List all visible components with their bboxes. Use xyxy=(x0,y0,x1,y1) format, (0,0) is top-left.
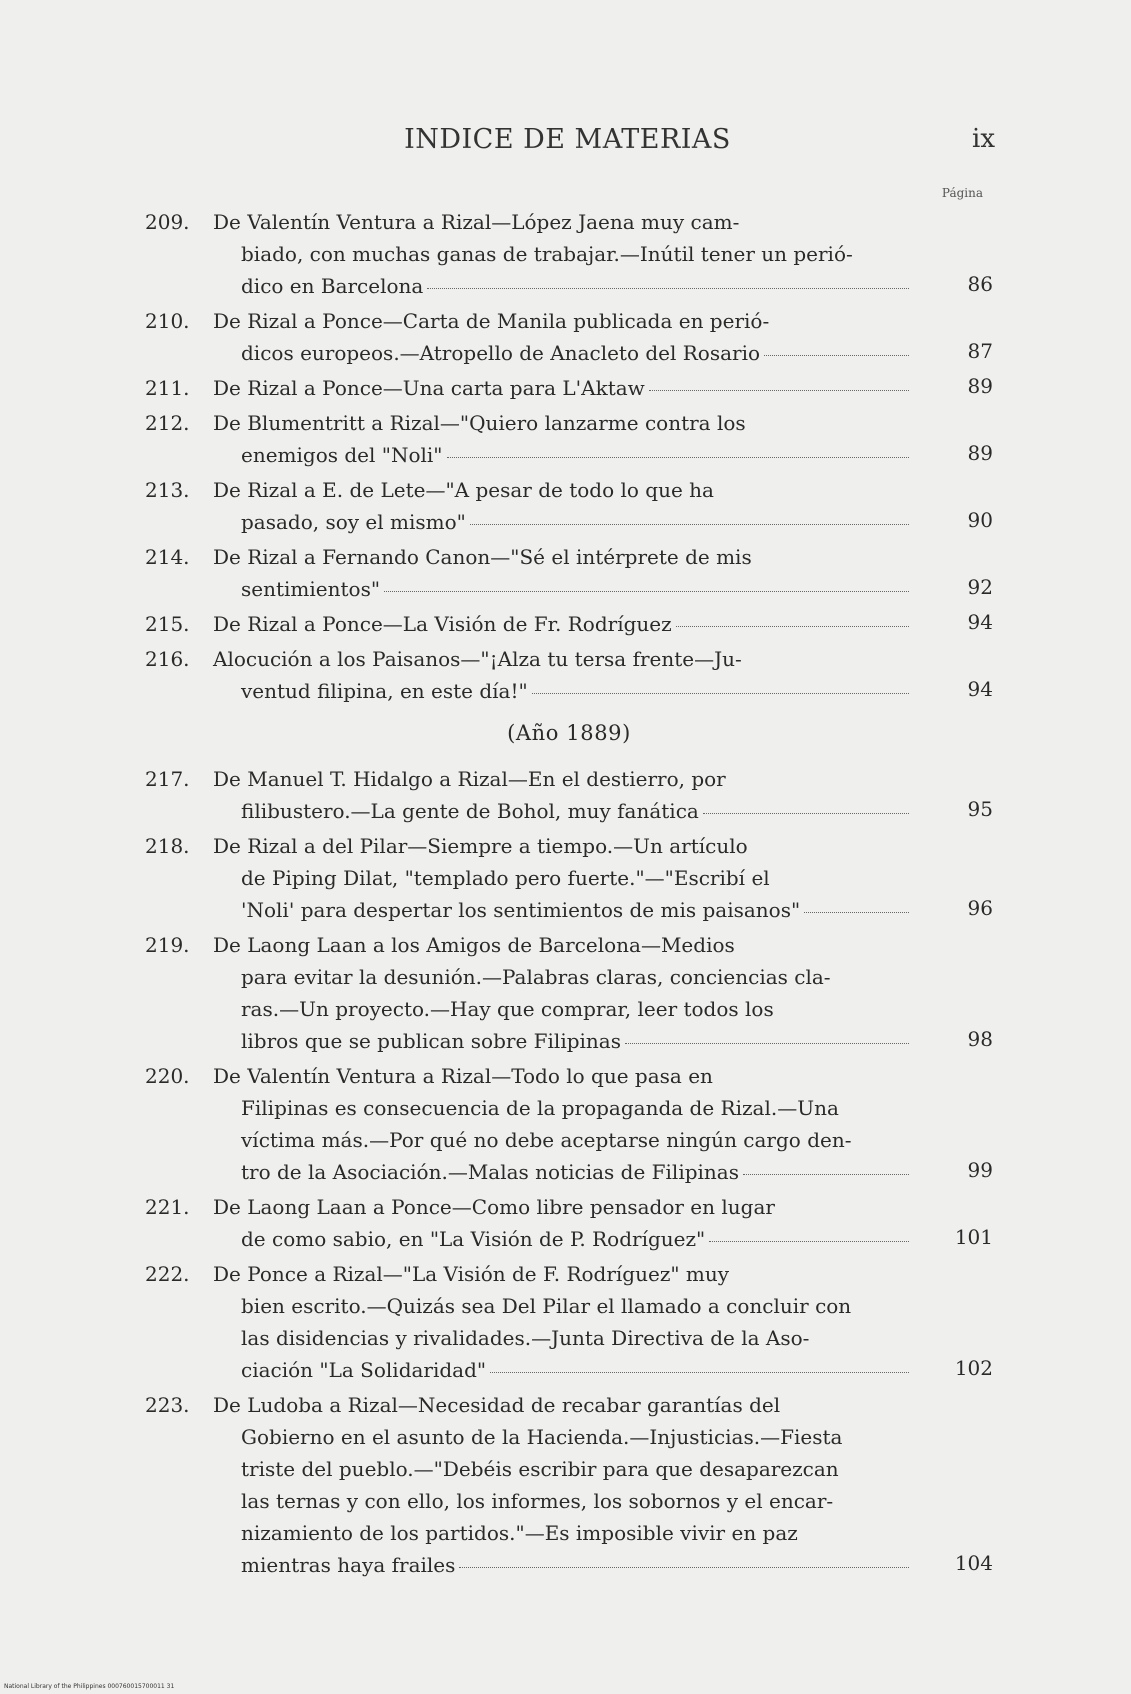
toc-group-1888 xyxy=(145,206,993,707)
page-header xyxy=(140,124,995,164)
entry-line: sentimientos" xyxy=(213,573,913,605)
toc-entry xyxy=(145,608,993,640)
leader-dots xyxy=(459,1566,909,1568)
entry-number: 214. xyxy=(145,545,190,569)
toc-entry xyxy=(145,1060,993,1188)
toc-entry xyxy=(145,830,993,926)
entry-description xyxy=(213,608,913,640)
entry-page-number: 95 xyxy=(967,797,993,821)
entry-page-number: 86 xyxy=(967,272,993,296)
leader-dots xyxy=(625,1042,909,1044)
entry-page-number: 96 xyxy=(967,896,993,920)
entry-line: De Rizal a Ponce—La Visión de Fr. Rodríguez xyxy=(213,608,913,640)
entry-description xyxy=(213,643,913,707)
entry-line: las disidencias y rivalidades.—Junta Directiva de la Aso- xyxy=(241,1326,810,1350)
toc-group-1889 xyxy=(145,763,993,1581)
toc-entry xyxy=(145,1258,993,1386)
entry-description xyxy=(213,474,913,538)
entry-line: ras.—Un proyecto.—Hay que comprar, leer todos los xyxy=(241,997,774,1021)
leader-dots xyxy=(676,625,909,627)
table-of-contents xyxy=(145,206,993,1584)
entry-page-number: 102 xyxy=(954,1356,993,1380)
toc-entry xyxy=(145,929,993,1057)
entry-number: 223. xyxy=(145,1393,190,1417)
entry-line: De Rizal a Fernando Canon—"Sé el intérprete de mis xyxy=(213,545,752,569)
toc-entry xyxy=(145,407,993,471)
entry-number: 209. xyxy=(145,210,190,234)
page-title: INDICE DE MATERIAS xyxy=(404,124,731,155)
entry-number: 219. xyxy=(145,933,190,957)
entry-line: biado, con muchas ganas de trabajar.—Inútil tener un perió- xyxy=(241,242,853,266)
toc-entry xyxy=(145,541,993,605)
entry-line: 'Noli' para despertar los sentimientos de mis paisanos" xyxy=(213,894,913,926)
entry-description xyxy=(213,372,913,404)
leader-dots xyxy=(804,911,909,913)
entry-line: dicos europeos.—Atropello de Anacleto del Rosario xyxy=(213,337,913,369)
entry-line: enemigos del "Noli" xyxy=(213,439,913,471)
entry-description xyxy=(213,929,913,1057)
entry-description xyxy=(213,830,913,926)
entry-number: 222. xyxy=(145,1262,190,1286)
leader-dots xyxy=(427,287,909,289)
entry-line: de como sabio, en "La Visión de P. Rodríguez" xyxy=(213,1223,913,1255)
entry-line: De Manuel T. Hidalgo a Rizal—En el destierro, por xyxy=(213,767,726,791)
entry-line: las ternas y con ello, los informes, los sobornos y el encar- xyxy=(241,1489,834,1513)
entry-line: ciación "La Solidaridad" xyxy=(213,1354,913,1386)
leader-dots xyxy=(532,692,909,694)
entry-number: 213. xyxy=(145,478,190,502)
entry-description xyxy=(213,206,913,302)
toc-entry xyxy=(145,474,993,538)
entry-line: filibustero.—La gente de Bohol, muy fanática xyxy=(213,795,913,827)
entry-description xyxy=(213,407,913,471)
entry-line: De Rizal a Ponce—Carta de Manila publicada en perió- xyxy=(213,309,770,333)
leader-dots xyxy=(384,590,909,592)
entry-description xyxy=(213,763,913,827)
page-number: ix xyxy=(972,124,995,154)
leader-dots xyxy=(490,1371,909,1373)
toc-entry xyxy=(145,763,993,827)
entry-page-number: 104 xyxy=(954,1551,993,1575)
entry-line: De Valentín Ventura a Rizal—Todo lo que pasa en xyxy=(213,1064,713,1088)
entry-page-number: 87 xyxy=(967,339,993,363)
entry-number: 215. xyxy=(145,612,190,636)
entry-page-number: 94 xyxy=(967,677,993,701)
entry-number: 216. xyxy=(145,647,190,671)
entry-line: de Piping Dilat, "templado pero fuerte."—"Escribí el xyxy=(241,866,770,890)
leader-dots xyxy=(709,1240,909,1242)
entry-page-number: 99 xyxy=(967,1158,993,1182)
leader-dots xyxy=(447,456,909,458)
entry-number: 218. xyxy=(145,834,190,858)
entry-number: 221. xyxy=(145,1195,190,1219)
entry-line: libros que se publican sobre Filipinas xyxy=(213,1025,913,1057)
entry-page-number: 98 xyxy=(967,1027,993,1051)
entry-description xyxy=(213,1060,913,1188)
entry-page-number: 101 xyxy=(954,1225,993,1249)
entry-number: 217. xyxy=(145,767,190,791)
entry-description xyxy=(213,1191,913,1255)
entry-line: De Laong Laan a los Amigos de Barcelona—Medios xyxy=(213,933,735,957)
entry-line: pasado, soy el mismo" xyxy=(213,506,913,538)
entry-page-number: 89 xyxy=(967,441,993,465)
entry-line: De Ludoba a Rizal—Necesidad de recabar garantías del xyxy=(213,1393,781,1417)
entry-number: 210. xyxy=(145,309,190,333)
entry-line: víctima más.—Por qué no debe aceptarse ningún cargo den- xyxy=(241,1128,852,1152)
leader-dots xyxy=(470,523,909,525)
entry-line: dico en Barcelona xyxy=(213,270,913,302)
toc-entry xyxy=(145,206,993,302)
entry-page-number: 89 xyxy=(967,374,993,398)
year-heading: (Año 1889) xyxy=(507,721,631,745)
entry-line: triste del pueblo.—"Debéis escribir para que desaparezcan xyxy=(241,1457,839,1481)
entry-line: nizamiento de los partidos."—Es imposible vivir en paz xyxy=(241,1521,798,1545)
entry-number: 211. xyxy=(145,376,190,400)
entry-line: bien escrito.—Quizás sea Del Pilar el llamado a concluir con xyxy=(241,1294,852,1318)
toc-entry xyxy=(145,1191,993,1255)
entry-page-number: 92 xyxy=(967,575,993,599)
entry-description xyxy=(213,305,913,369)
scan-footer: National Library of the Philippines 000760015700011 31 xyxy=(4,1683,175,1690)
entry-number: 212. xyxy=(145,411,190,435)
entry-line: De Laong Laan a Ponce—Como libre pensador en lugar xyxy=(213,1195,775,1219)
entry-line: ventud filipina, en este día!" xyxy=(213,675,913,707)
entry-line: De Rizal a del Pilar—Siempre a tiempo.—Un artículo xyxy=(213,834,748,858)
entry-line: De Blumentritt a Rizal—"Quiero lanzarme contra los xyxy=(213,411,746,435)
entry-description xyxy=(213,1258,913,1386)
leader-dots xyxy=(764,354,909,356)
entry-line: De Rizal a E. de Lete—"A pesar de todo lo que ha xyxy=(213,478,714,502)
entry-description xyxy=(213,1389,913,1581)
toc-entry xyxy=(145,305,993,369)
entry-page-number: 94 xyxy=(967,610,993,634)
toc-entry xyxy=(145,1389,993,1581)
entry-description xyxy=(213,541,913,605)
entry-number: 220. xyxy=(145,1064,190,1088)
entry-line: Alocución a los Paisanos—"¡Alza tu tersa frente—Ju- xyxy=(213,647,742,671)
toc-entry xyxy=(145,372,993,404)
column-heading: Página xyxy=(941,186,983,200)
entry-line: Gobierno en el asunto de la Hacienda.—Injusticias.—Fiesta xyxy=(241,1425,843,1449)
entry-line: tro de la Asociación.—Malas noticias de Filipinas xyxy=(213,1156,913,1188)
toc-entry xyxy=(145,643,993,707)
entry-line: De Ponce a Rizal—"La Visión de F. Rodríguez" muy xyxy=(213,1262,730,1286)
entry-line: mientras haya frailes xyxy=(213,1549,913,1581)
leader-dots xyxy=(649,389,909,391)
entry-page-number: 90 xyxy=(967,508,993,532)
entry-line: De Valentín Ventura a Rizal—López Jaena muy cam- xyxy=(213,210,740,234)
leader-dots xyxy=(703,812,909,814)
leader-dots xyxy=(743,1173,909,1175)
entry-line: De Rizal a Ponce—Una carta para L'Aktaw xyxy=(213,372,913,404)
entry-line: Filipinas es consecuencia de la propaganda de Rizal.—Una xyxy=(241,1096,839,1120)
entry-line: para evitar la desunión.—Palabras claras, conciencias cla- xyxy=(241,965,831,989)
